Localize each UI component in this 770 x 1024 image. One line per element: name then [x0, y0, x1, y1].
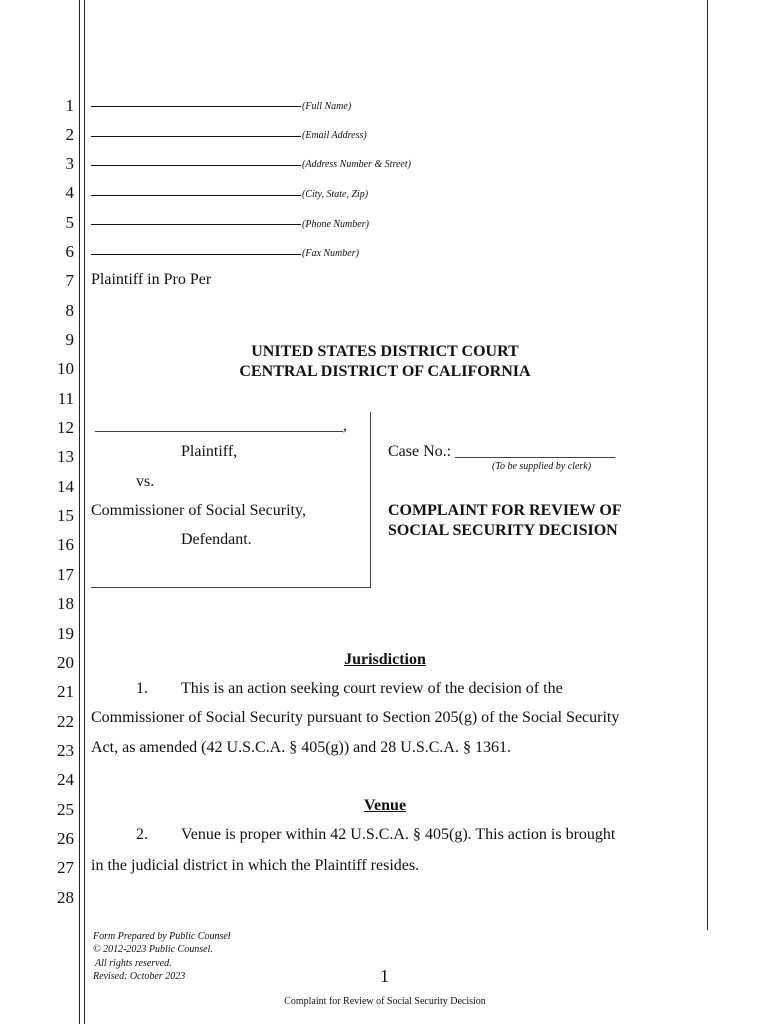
line-number: 25 — [57, 800, 74, 819]
line-number: 1 — [65, 96, 74, 115]
margin-rule-left-2 — [84, 0, 85, 1024]
footer-rights: All rights reserved. — [95, 958, 172, 969]
complaint-title-line2: SOCIAL SECURITY DECISION — [388, 522, 618, 539]
footer-revised: Revised: October 2023 — [93, 971, 186, 982]
jurisdiction-heading: Jurisdiction — [344, 651, 426, 668]
line-number: 19 — [57, 624, 74, 643]
line-number: 17 — [57, 565, 74, 584]
case-number-field[interactable]: Case No.: ____________________ — [388, 443, 616, 460]
full-name-label: (Full Name) — [302, 101, 352, 112]
email-label: (Email Address) — [302, 130, 367, 141]
line-number: 26 — [57, 829, 74, 848]
line-number: 16 — [57, 535, 74, 554]
versus: vs. — [136, 473, 155, 490]
paragraph-2-number: 2. — [136, 826, 148, 843]
plaintiff-pro-per: Plaintiff in Pro Per — [91, 271, 212, 288]
address-line[interactable] — [91, 153, 301, 171]
defendant-name: Commissioner of Social Security, — [91, 502, 306, 519]
line-number: 13 — [57, 447, 74, 466]
line-number: 2 — [65, 125, 74, 144]
address-label: (Address Number & Street) — [302, 159, 411, 170]
page-number: 1 — [380, 966, 389, 986]
line-number: 24 — [57, 770, 74, 789]
line-number: 14 — [57, 477, 74, 496]
line-number: 4 — [65, 183, 74, 202]
email-line[interactable] — [91, 124, 301, 142]
line-number: 21 — [57, 682, 74, 701]
line-number: 18 — [57, 594, 74, 613]
city-line[interactable] — [91, 183, 301, 201]
complaint-title-line1: COMPLAINT FOR REVIEW OF — [388, 502, 622, 519]
footer-copyright: © 2012-2023 Public Counsel. — [93, 944, 213, 955]
defendant-label: Defendant. — [181, 531, 252, 548]
line-number: 22 — [57, 712, 74, 731]
paragraph-1-line3: Act, as amended (42 U.S.C.A. § 405(g)) and 28 U.S.C.A. § 1361. — [91, 739, 511, 756]
line-number: 9 — [65, 330, 74, 349]
fax-label: (Fax Number) — [302, 248, 359, 259]
line-number: 11 — [57, 389, 74, 408]
line-number: 20 — [57, 653, 74, 672]
paragraph-2-line2: in the judicial district in which the Plaintiff resides. — [91, 857, 420, 874]
line-number: 23 — [57, 741, 74, 760]
fax-line[interactable] — [91, 242, 301, 260]
phone-label: (Phone Number) — [302, 219, 369, 230]
line-number: 6 — [65, 242, 74, 261]
caption-divider-vertical — [370, 412, 371, 588]
plaintiff-name-blank[interactable]: _______________________________, — [95, 417, 347, 434]
line-number: 5 — [65, 213, 74, 232]
plaintiff-label: Plaintiff, — [181, 443, 238, 460]
city-label: (City, State, Zip) — [302, 189, 369, 200]
paragraph-1-number: 1. — [136, 680, 148, 697]
line-number: 10 — [57, 359, 74, 378]
line-number: 27 — [57, 858, 74, 877]
paragraph-1-line1: This is an action seeking court review of the decision of the — [181, 680, 563, 697]
full-name-line[interactable] — [91, 94, 301, 112]
margin-rule-right — [707, 0, 708, 930]
line-number: 15 — [57, 506, 74, 525]
margin-rule-left-1 — [79, 0, 80, 1024]
paragraph-1-line2: Commissioner of Social Security pursuant to Section 205(g) of the Social Security — [91, 709, 620, 726]
paragraph-2-line1: Venue is proper within 42 U.S.C.A. § 405(g). This action is brought — [181, 826, 616, 843]
venue-heading: Venue — [363, 797, 407, 814]
line-number: 28 — [57, 888, 74, 907]
phone-line[interactable] — [91, 212, 301, 230]
court-name: UNITED STATES DISTRICT COURT — [251, 343, 519, 360]
line-number: 3 — [65, 154, 74, 173]
court-district: CENTRAL DISTRICT OF CALIFORNIA — [239, 363, 531, 380]
line-number: 12 — [57, 418, 74, 437]
footer-prepared-by: Form Prepared by Public Counsel — [93, 931, 231, 942]
caption-divider-horizontal — [91, 587, 371, 588]
footer-document-title: Complaint for Review of Social Security Decision — [284, 996, 486, 1007]
case-number-note: (To be supplied by clerk) — [492, 461, 592, 472]
line-number: 8 — [65, 301, 74, 320]
line-number: 7 — [65, 271, 74, 290]
